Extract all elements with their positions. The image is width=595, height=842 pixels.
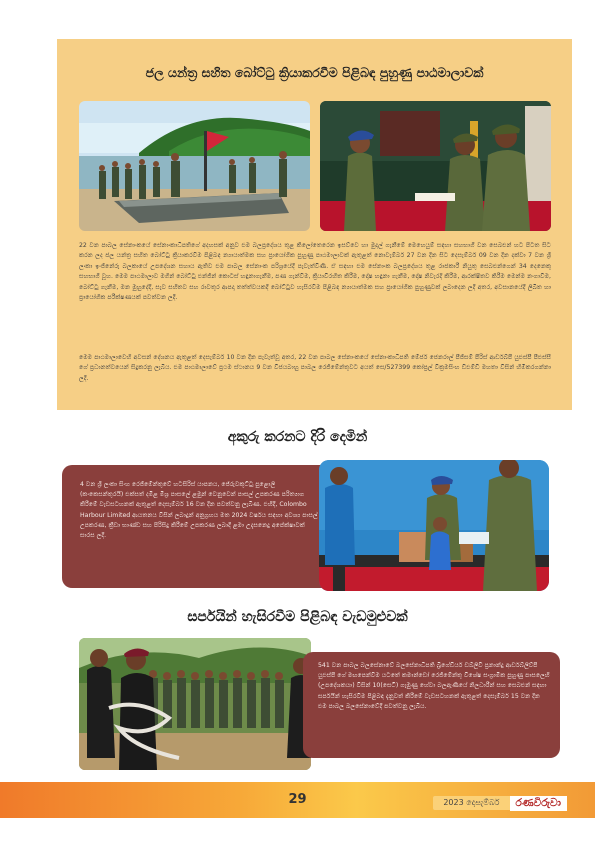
- snake-handling-text: 541 වන පාබල බලසේනාවේ බලසේනාධිපති බ්‍රිගේඩියර් ඩබ්ලිවී ප්‍රනාන්දු ආර්ඩබ්ලිව්පී යුඑස්පී ගේ මඟපෙන්වීම යටතේ කමාන්ඩෝ රෙජිමේන්තු විශේෂ සංග්‍රාමික පුහුණු පාසලෙහි (උපදේශකයා) විසින් 10(සෙටි) ගැමුණු හේවා බලඇණියේ නිලධාරීන් සහ සෙබළුන් සඳහා සර්පයින් හැසිරවීම පිළිබඳ දැනුවත් කිරීමේ වැඩසටහනක් ඇතුළත් දෙසැම්බර් 15 වන දින එම පාබල බලසේනාවේදී පවත්වනු ලැබිය.: [318, 662, 550, 710]
- footer-masthead: [433, 794, 567, 812]
- issue-date: 2023 දෙසැම්බර්: [433, 796, 509, 810]
- magazine-logo: රණවිරුවා: [510, 796, 567, 811]
- boat-training-paragraph-2: මෙම පාඨමාලාවෙහි අවසන් දේශනය ඇතුළත් දෙසැම්බර් 10 වන දින පැවැත්වූ අතර, 22 වන පාබල සේනාංකයේ සේනාංකාධිපති මේජර් ජෙනරාල් පීජිසම් පීරිස් ආර්ඩබ්පී යුඑස්පී පීඑස්සී ගේ ප්‍රධානත්වයෙන් සිදුකරනු ලැබිය. එම පාඨමාලාවේ ප්‍රථම ස්ථානය 9 වන විජයබාහු පාබල රෙජිමේන්තුවට අයත් සෙ/527399 කෝප්‍රල් වික්‍රමසිංහ ඩීඑම්ඩී මහතා විසින් හිමිකරගන්නා ලදී.: [79, 354, 551, 382]
- snake-handling-photo: [79, 638, 311, 770]
- snake-handling-title: සර්පයින් හැසිරවීම පිළිබඳ වැඩමුළුවක්: [187, 609, 408, 625]
- school-supplies-title: අකුරු කරනට දිරි දෙමින්: [227, 429, 368, 445]
- award-ceremony-photo: [320, 101, 551, 231]
- boat-launch-photo: [79, 101, 310, 231]
- school-supplies-photo: [319, 460, 549, 591]
- page-number: 29: [288, 792, 307, 807]
- boat-training-section: [57, 39, 572, 410]
- boat-training-paragraph-1: 22 වන පාබල සේනාංකයේ සේනාංකාධිපතිගේ අදහසක් අනුව එම බලප්‍රදේශය තුළ කිලෝතෙරෙන ඉසව්වෙ හා මුදල් ගැනීමේ මෙහෙයුම් සඳහා සහභාගී වන සෙබළුන් හට පිටත සිට කරන ලද ජල යන්ත්‍ර සහිත බෝට්ටු ක්‍රියාකරවීම පිළිබඳ න්‍යායාත්මක සහ ප්‍රායෝගික පුහුණු පාඨමාලාවක් ඇතුළත් නොවැම්බර් 27 වන දින සිට දෙසැම්බර් 09 වන දින දක්වා 7 වන ශ්‍රී ලංකා ඉංජිනේරු බලකායේ උපදේශන සහාය ඇතිව එම පාබල සේනාංක පරිශ්‍රයේදී පැවැත්විණි. ඒ සඳහා එම සේනාංක බලප්‍රදේශය තුළ රාජකාරී නියුතු සෙබළුන්ගෙන් 34 දෙනෙකු සහභාගී වූහ. මෙම පාඨමාලාව මගින් බෝට්ටු එන්ජින් කොටස් හඳුනාගැනීම, පණ ගැන්වීම, ක්‍රියාවිරහිත කිරීම, දෝෂ හඳුනා ගැනීම, දෝෂ නිවැරදි කිරීම, ආරක්ෂිතව කිරීම මෙන්ම නංගාවීම, බෝට්ටු ගැනීම, මන මුහුදේදී, සැව සහිතව සහ රාවතුර ආපදා තත්ත්වයකදී බෝට්ටුව හැසිරවීම පිළිබඳ න්‍යායාත්මක සහ ප්‍රායෝගික පුහුණුවක් ලබාදෙන ලදී අතර, අවසානයේදී ලිඛිත හා ප්‍රායෝගික පරීක්ෂණයක් පවත්වන ලදී.: [79, 242, 551, 302]
- boat-training-title: ජල යන්ත්‍ර සහිත බෝට්ටු ක්‍රියාකරවීම පිළිබඳ පුහුණු පාඨමාලාවක්: [145, 65, 484, 80]
- school-supplies-text: 4 වන ශ්‍රී ලංකා සිංහ රෙජිමේන්තුවේ හටසිරිස් යාපනය, ජේරුවකුට්ටු පුළොලි (කංකෙසන්තුරයි) එක්සත් දමිළ මිශ්‍ර පාසලේ ළමුන් වෙනුවෙන් පාසල් උපකරණ පරිත්‍යාග කිරීමේ වැඩසටහනක් ඇතුළත් දෙසැම්බර් 16 වන දින පවත්වනු ලැබිණ. එහිදී, Colombo Harbour Limited ආයතනය විසින් ලබාදුන් අනුග්‍රහය මත 2024 වර්ෂය සඳහා අවශ්‍ය පාසල් උපකරණ, ක්‍රීඩා භාණ්ඩ සහ පිරිසිදු කිරීමේ උපකරණ ලබාදී ළමා උදැසනෙදු අපේක්ෂාවක් සාරස ලදී.: [80, 481, 318, 540]
